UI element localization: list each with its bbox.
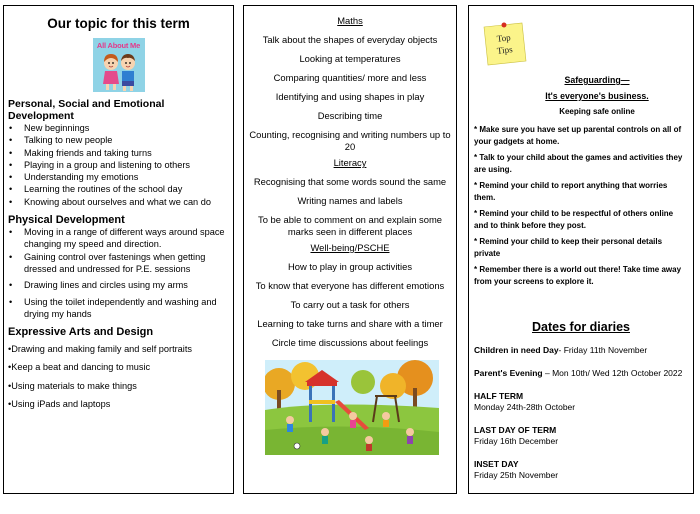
list-item: • New beginnings	[8, 122, 233, 134]
tip-item: * Talk to your child about the games and activities they are using.	[474, 153, 683, 174]
sticky-note-icon	[480, 19, 528, 67]
maths-item: Counting, recognising and writing numbers up to 20	[249, 129, 451, 152]
note-line-top: Top	[496, 32, 512, 44]
pshe-item: To know that everyone has different emotions	[255, 280, 445, 291]
maths-item: Looking at temperatures	[299, 53, 401, 64]
pshe-item: How to play in group activities	[287, 261, 413, 272]
date-value: Friday 16th December	[474, 436, 559, 446]
date-value: Friday 25th November	[474, 470, 559, 480]
list-item: • Playing in a group and listening to others	[8, 159, 233, 171]
topic-panel	[3, 5, 234, 494]
pshe-item: Circle time discussions about feelings	[271, 337, 429, 348]
list-item: • Gaining control over fastenings when getting dressed and undressed for P.E. sessions	[8, 251, 233, 276]
date-label: Children in need Day	[474, 345, 559, 355]
tip-item: * Remind your child to report anything that worries them.	[474, 181, 668, 202]
note-line-tips: Tips	[496, 44, 514, 56]
literacy-item: Writing names and labels	[297, 195, 403, 206]
list-item: • Making friends and taking turns	[8, 147, 233, 159]
list-item: • Moving in a range of different ways around space changing my speed and direction.	[8, 226, 233, 251]
tip-item: * Remind your child to keep their personal details private	[474, 237, 663, 258]
physical-list	[4, 226, 233, 320]
section-heading-arts: Expressive Arts and Design	[8, 326, 154, 339]
section-heading-physical: Physical Development	[8, 214, 125, 227]
safeguarding-heading	[527, 72, 667, 120]
list-item: • Knowing about ourselves and what we can do	[8, 196, 233, 208]
date-value: - Friday 11th November	[558, 345, 648, 355]
section-heading-psed: Personal, Social and Emotional Development	[8, 98, 165, 122]
list-item: • Talking to new people	[8, 134, 233, 146]
literacy-item: Recognising that some words sound the same	[253, 176, 447, 187]
curriculum-panel	[243, 5, 457, 494]
list-item: •Using iPads and laptops	[8, 399, 111, 410]
literacy-item: To be able to comment on and explain some marks seen in different places	[258, 214, 442, 237]
tips-panel	[468, 5, 694, 494]
maths-item: Comparing quantities/ more and less	[273, 72, 427, 83]
all-about-me-image	[93, 38, 145, 92]
topic-title: Our topic for this term	[47, 16, 190, 31]
dates-heading: Dates for diaries	[532, 320, 630, 334]
list-item: •Keep a beat and dancing to music	[8, 362, 151, 373]
list-item: •Drawing and making family and self portraits	[8, 344, 192, 355]
dates-list	[474, 345, 688, 493]
date-label: INSET DAY	[474, 459, 519, 469]
date-item	[474, 368, 688, 379]
safeguarding-title: Safeguarding—	[564, 75, 630, 85]
date-value: Monday 24th-28th October	[474, 402, 576, 412]
safeguarding-subtitle: It's everyone's business.	[545, 91, 649, 101]
date-label: Parent's Evening	[474, 368, 543, 378]
literacy-heading: Literacy	[333, 157, 367, 168]
tip-item: * Remember there is a world out there! Take time away from your screens to explore it.	[474, 265, 682, 286]
date-item	[474, 345, 688, 356]
tips-list	[474, 124, 686, 292]
date-item	[474, 391, 688, 413]
pshe-heading: Well-being/PSCHE	[310, 242, 390, 253]
list-item: • Drawing lines and circles using my arms	[8, 279, 233, 291]
date-item	[474, 425, 688, 447]
tip-item: * Remind your child to be respectful of others online and to think before they post.	[474, 209, 674, 230]
playground-illustration	[265, 360, 439, 455]
psed-list	[4, 122, 233, 208]
list-item: •Using materials to make things	[8, 380, 137, 391]
date-value: – Mon 10th/ Wed 12th October 2022	[542, 368, 683, 378]
date-label: HALF TERM	[474, 391, 524, 401]
list-item: • Using the toilet independently and washing and drying my hands	[8, 296, 233, 321]
all-about-me-image-text: All About Me	[96, 41, 141, 50]
maths-item: Talk about the shapes of everyday objects	[262, 34, 438, 45]
tip-item: * Make sure you have set up parental controls on all of your gadgets at home.	[474, 125, 682, 146]
date-label: LAST DAY OF TERM	[474, 425, 557, 435]
maths-heading: Maths	[337, 15, 363, 26]
date-item	[474, 459, 688, 481]
list-item: • Understanding my emotions	[8, 171, 233, 183]
arts-list	[4, 343, 233, 410]
maths-item: Identifying and using shapes in play	[275, 91, 425, 102]
pshe-item: Learning to take turns and share with a timer	[257, 318, 443, 329]
online-safety-heading: Keeping safe online	[559, 107, 635, 116]
pshe-item: To carry out a task for others	[290, 299, 410, 310]
list-item: • Learning the routines of the school day	[8, 183, 233, 195]
maths-item: Describing time	[317, 110, 383, 121]
